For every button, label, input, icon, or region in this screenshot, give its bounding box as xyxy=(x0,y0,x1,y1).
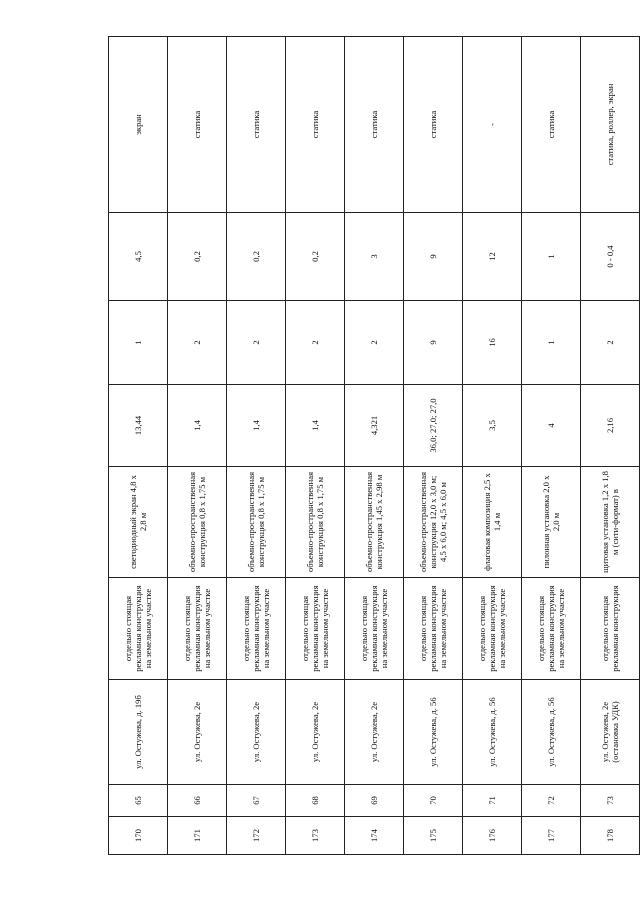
structure-type-cell: отдельно стоящая рекламная конструкция на земельном участке xyxy=(109,578,168,680)
field-area-cell: 3 xyxy=(345,213,404,301)
content-kind-cell: статика xyxy=(227,37,286,213)
content-kind-cell: - xyxy=(463,37,522,213)
address-cell: ул. Остужева, 2е xyxy=(168,680,227,785)
structure-type-cell: отдельно стоящая рекламная конструкция на земельном участке xyxy=(345,578,404,680)
address-cell: ул. Остужева, 2е (остановка УДК) xyxy=(581,680,640,785)
content-kind-cell: статика xyxy=(286,37,345,213)
sides-cell: 2 xyxy=(581,301,640,385)
structure-description-cell: светодиодный экран 4,8 х 2,8 м xyxy=(109,467,168,578)
sides-cell: 2 xyxy=(168,301,227,385)
field-area-cell: 0,2 xyxy=(286,213,345,301)
sides-cell: 9 xyxy=(404,301,463,385)
structure-description-cell: объемно-пространственная конструкция 1,45 х 2,98 м xyxy=(345,467,404,578)
area-cell: 4,321 xyxy=(345,385,404,467)
object-number: 73 xyxy=(581,785,640,817)
content-kind-cell: статика xyxy=(168,37,227,213)
sides-cell: 1 xyxy=(109,301,168,385)
area-cell: 1,4 xyxy=(227,385,286,467)
row-number: 170 xyxy=(109,817,168,855)
structure-type-cell: отдельно стоящая рекламная конструкция на земельном участке xyxy=(404,578,463,680)
row-number: 174 xyxy=(345,817,404,855)
content-kind-cell: статика xyxy=(404,37,463,213)
object-number: 68 xyxy=(286,785,345,817)
structure-type-cell: отдельно стоящая рекламная конструкция на земельном участке xyxy=(168,578,227,680)
content-kind-cell: статика, роллер, экран xyxy=(581,37,640,213)
row-number: 172 xyxy=(227,817,286,855)
address-cell: ул. Остужева, д. 56 xyxy=(463,680,522,785)
structure-description-cell: флаговая композиция 2,5 х 1,4 м xyxy=(463,467,522,578)
sides-cell: 2 xyxy=(286,301,345,385)
structure-description-cell: объемно-пространственная конструкция 0,8 х 1,75 м xyxy=(227,467,286,578)
object-number: 69 xyxy=(345,785,404,817)
row-number: 175 xyxy=(404,817,463,855)
table-row xyxy=(581,37,640,855)
table-row xyxy=(227,37,286,855)
address-cell: ул. Остужева, д. 56 xyxy=(404,680,463,785)
object-number: 70 xyxy=(404,785,463,817)
structure-type-cell: отдельно стоящая рекламная конструкция xyxy=(581,578,640,680)
address-cell: ул. Остужева, 2е xyxy=(227,680,286,785)
sides-cell: 16 xyxy=(463,301,522,385)
field-area-cell: 1 xyxy=(522,213,581,301)
structure-type-cell: отдельно стоящая рекламная конструкция на земельном участке xyxy=(463,578,522,680)
field-area-cell: 0,2 xyxy=(227,213,286,301)
row-number: 178 xyxy=(581,817,640,855)
structure-type-cell: отдельно стоящая рекламная конструкция на земельном участке xyxy=(286,578,345,680)
field-area-cell: 0 - 0,4 xyxy=(581,213,640,301)
row-number: 176 xyxy=(463,817,522,855)
table-row xyxy=(168,37,227,855)
structure-description-cell: объемно-пространственная конструкция 12,0 х 3,0 м; 4,5 х 6,0 м; 4,5 х 6,0 м xyxy=(404,467,463,578)
area-cell: 2,16 xyxy=(581,385,640,467)
area-cell: 1,4 xyxy=(168,385,227,467)
structure-description-cell: объемно-пространственная конструкция 0,8 х 1,75 м xyxy=(286,467,345,578)
content-kind-cell: статика xyxy=(522,37,581,213)
table-row xyxy=(522,37,581,855)
field-area-cell: 12 xyxy=(463,213,522,301)
table-row xyxy=(404,37,463,855)
area-cell: 4 xyxy=(522,385,581,467)
content-kind-cell: статика xyxy=(345,37,404,213)
sides-cell: 2 xyxy=(345,301,404,385)
area-cell: 3,5 xyxy=(463,385,522,467)
address-cell: ул. Остужева, д. 19б xyxy=(109,680,168,785)
area-cell: 36,0; 27,0; 27,0 xyxy=(404,385,463,467)
field-area-cell: 0,2 xyxy=(168,213,227,301)
field-area-cell: 4,5 xyxy=(109,213,168,301)
table-body xyxy=(109,37,640,855)
advertising-structures-table xyxy=(108,36,640,855)
row-number: 171 xyxy=(168,817,227,855)
table-row xyxy=(109,37,168,855)
row-number: 173 xyxy=(286,817,345,855)
row-number: 177 xyxy=(522,817,581,855)
structure-description-cell: пилонная установка 2,0 х 2,0 м xyxy=(522,467,581,578)
object-number: 71 xyxy=(463,785,522,817)
area-cell: 13,44 xyxy=(109,385,168,467)
table-row xyxy=(286,37,345,855)
address-cell: ул. Остужева, 2е xyxy=(345,680,404,785)
address-cell: ул. Остужева, 2е xyxy=(286,680,345,785)
sides-cell: 2 xyxy=(227,301,286,385)
object-number: 67 xyxy=(227,785,286,817)
structure-description-cell: объемно-пространственная конструкция 0,8 х 1,75 м xyxy=(168,467,227,578)
structure-type-cell: отдельно стоящая рекламная конструкция на земельном участке xyxy=(522,578,581,680)
field-area-cell: 9 xyxy=(404,213,463,301)
object-number: 72 xyxy=(522,785,581,817)
structure-type-cell: отдельно стоящая рекламная конструкция на земельном участке xyxy=(227,578,286,680)
area-cell: 1,4 xyxy=(286,385,345,467)
table-row xyxy=(345,37,404,855)
sides-cell: 1 xyxy=(522,301,581,385)
table-row xyxy=(463,37,522,855)
address-cell: ул. Остужева, д. 56 xyxy=(522,680,581,785)
structure-description-cell: щитовая установка 1,2 х 1,8 м (сити-формат) в xyxy=(581,467,640,578)
object-number: 65 xyxy=(109,785,168,817)
content-kind-cell: экран xyxy=(109,37,168,213)
object-number: 66 xyxy=(168,785,227,817)
